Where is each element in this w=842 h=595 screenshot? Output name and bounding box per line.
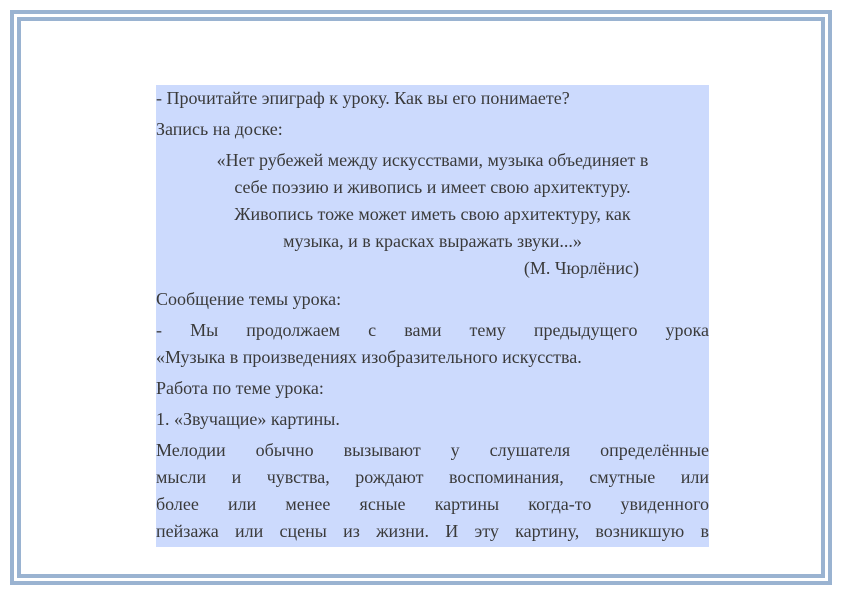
- paragraph: [156, 437, 709, 545]
- epigraph-line: себе поэзию и живопись и имеет свою архитектуру.: [234, 177, 631, 197]
- paragraph-line: более или менее ясные картины когда-то увиденного: [156, 494, 709, 514]
- epigraph-line: музыка, и в красках выражать звуки...»: [283, 231, 582, 251]
- epigraph-line: «Нет рубежей между искусствами, музыка объединяет в: [216, 150, 649, 170]
- paragraph-line: Мелодии обычно вызывают у слушателя определённые: [156, 440, 709, 460]
- paragraph-line: мысли и чувства, рождают воспоминания, смутные или: [156, 467, 709, 487]
- epigraph: [156, 147, 709, 282]
- epigraph-line: Живопись тоже может иметь свою архитектуру, как: [234, 204, 631, 224]
- topic-line: «Музыка в произведениях изобразительного искусства.: [156, 347, 582, 367]
- text-block: [156, 85, 709, 547]
- question-text: - Прочитайте эпиграф к уроку. Как вы его понимаете?: [156, 88, 570, 108]
- list-item: 1. «Звучащие» картины.: [156, 409, 340, 429]
- topic-text: [156, 317, 709, 371]
- epigraph-author: (М. Чюрлёнис): [523, 258, 639, 278]
- work-label: Работа по теме урока:: [156, 378, 324, 398]
- topic-line: - Мы продолжаем с вами тему предыдущего урока: [156, 320, 709, 340]
- paragraph-line: пейзажа или сцены из жизни. И эту картину, возникшую в: [156, 521, 709, 541]
- topic-label: Сообщение темы урока:: [156, 289, 342, 309]
- board-note-label: Запись на доске:: [156, 119, 283, 139]
